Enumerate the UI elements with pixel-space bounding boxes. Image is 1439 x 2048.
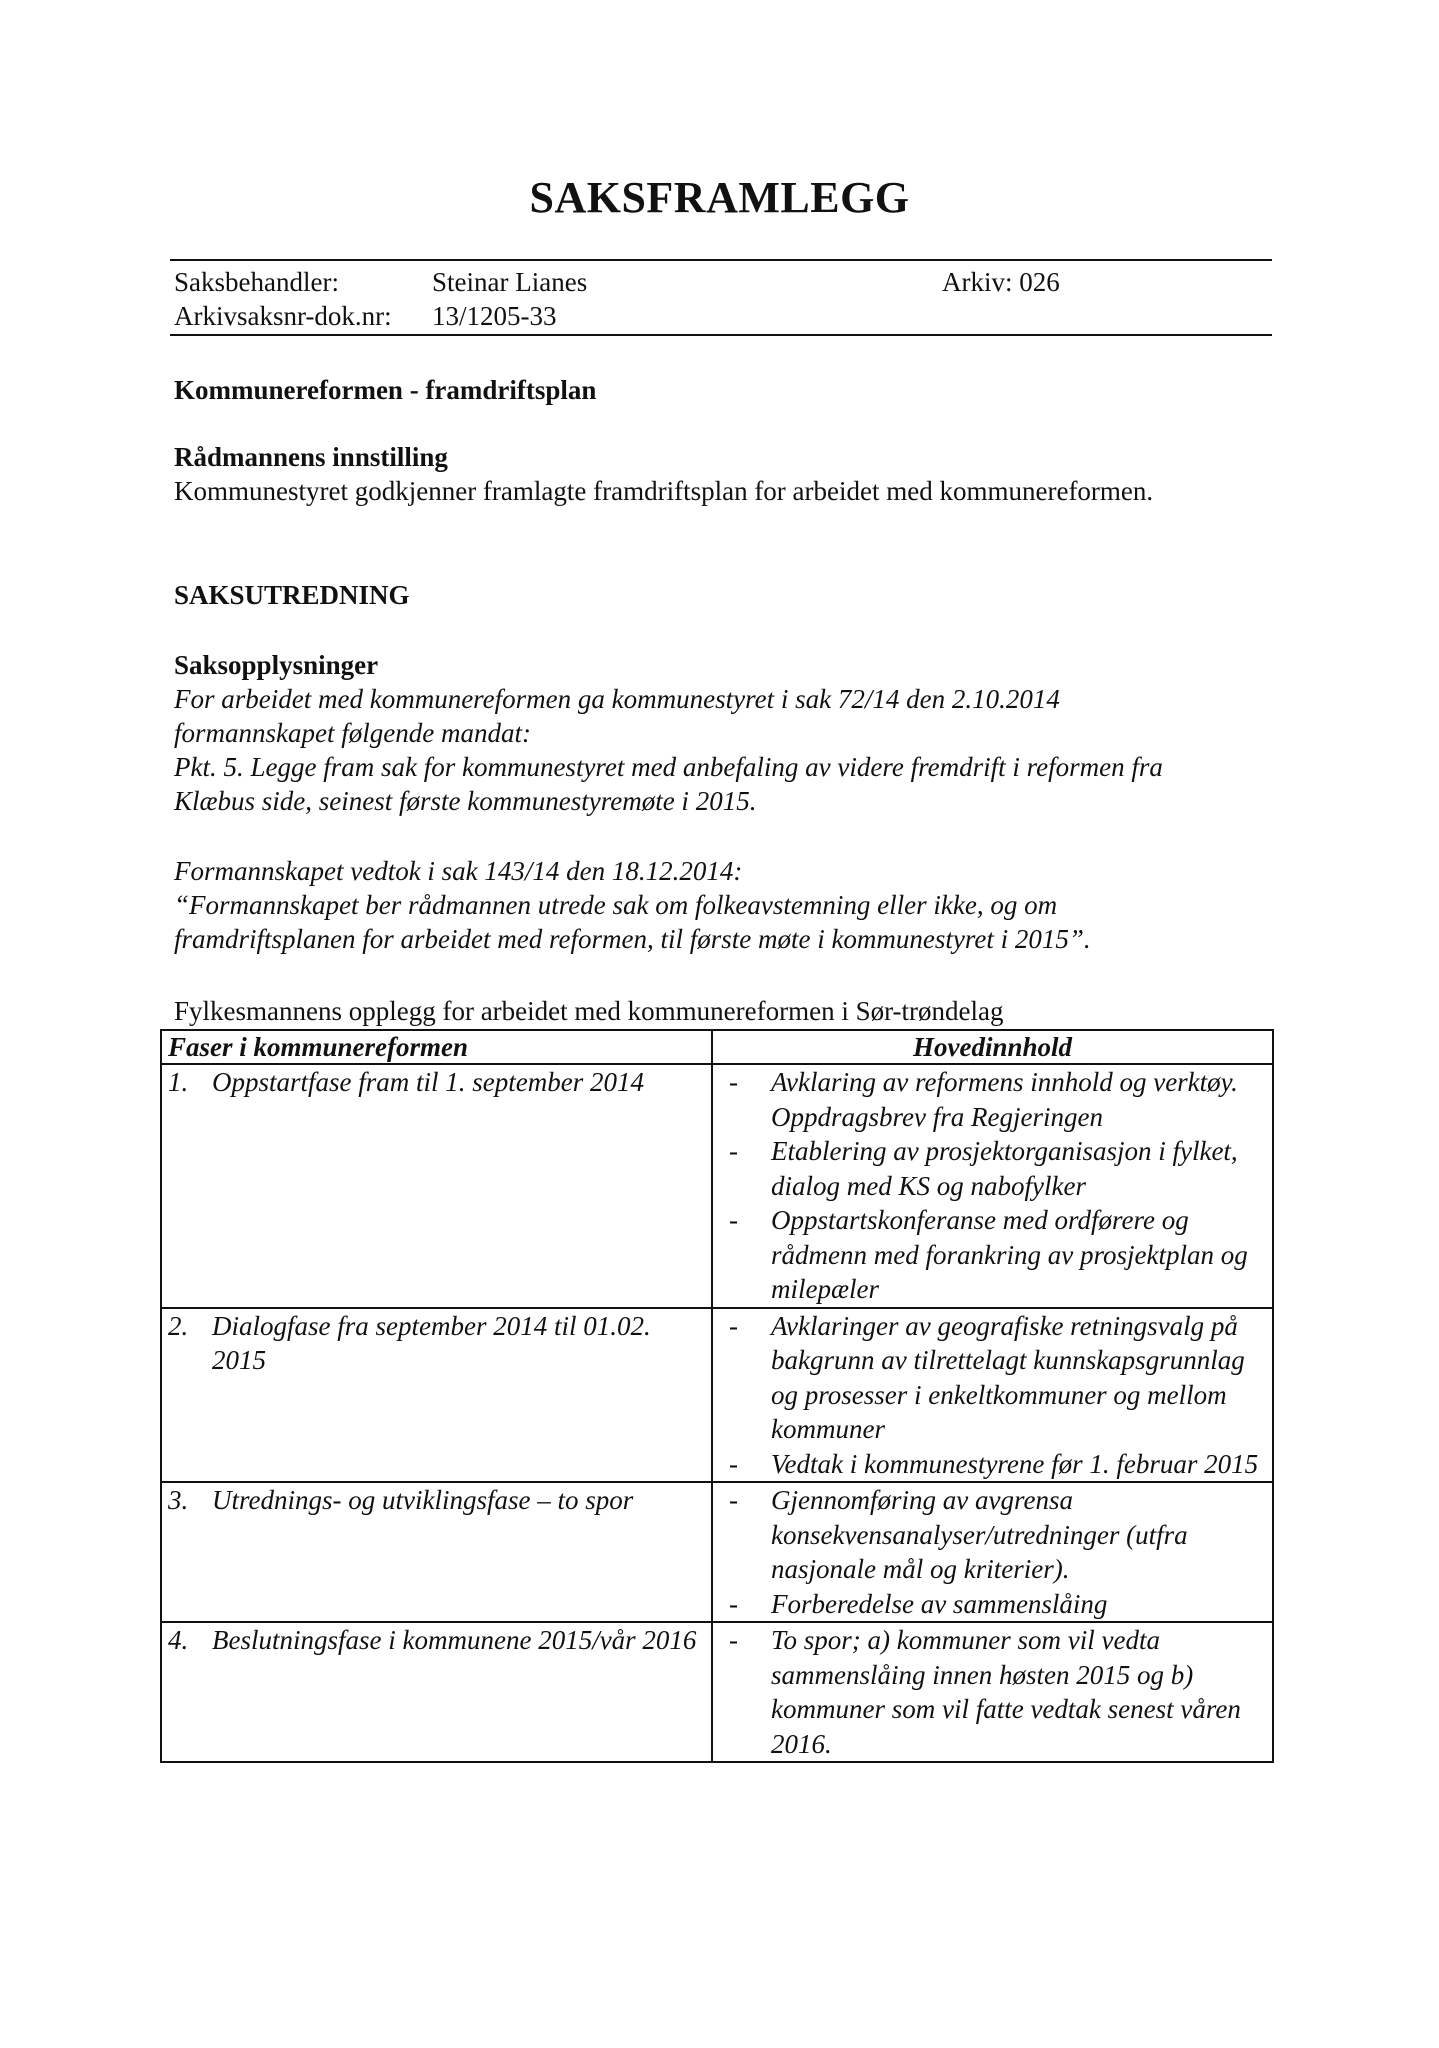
list-item: - Etablering av prosjektorganisasjon i fylket, dialog med KS og nabofylker [729, 1136, 1238, 1201]
table-caption: Fylkesmannens opplegg for arbeidet med kommunereformen i Sør-trøndelag [174, 996, 1004, 1026]
paragraph-line: formannskapet følgende mandat: [174, 718, 531, 748]
phase-name: Oppstartfase fram til 1. september 2014 [212, 1067, 644, 1097]
content-cell [712, 1064, 1273, 1308]
recommendation-text: Kommunestyret godkjenner framlagte framdriftsplan for arbeidet med kommunereformen. [174, 476, 1154, 506]
list-item: - Oppstartskonferanse med ordførere og rådmenn med forankring av prosjektplan og milepæler [729, 1205, 1248, 1304]
phase-cell [161, 1622, 712, 1762]
column-header-content: Hovedinnhold [712, 1030, 1273, 1064]
phase-name: Utrednings- og utviklingsfase – to spor [212, 1485, 634, 1515]
saksbehandler-label: Saksbehandler: [174, 267, 339, 297]
header-bottom-rule [170, 334, 1272, 336]
header-top-rule [170, 259, 1272, 261]
paragraph-line: “Formannskapet ber rådmannen utrede sak om folkeavstemning eller ikke, og om [174, 890, 1058, 920]
table-row [161, 1482, 1273, 1622]
document-title: SAKSFRAMLEGG [529, 173, 910, 222]
recommendation-heading: Rådmannens innstilling [174, 442, 448, 472]
list-item: - To spor; a) kommuner som vil vedta sammenslåing innen høsten 2015 og b) kommuner som vil fatte vedtak senest våren 2016. [729, 1625, 1241, 1759]
paragraph-line: Klæbus side, seinest første kommunestyremøte i 2015. [174, 786, 757, 816]
case-title: Kommunereformen - framdriftsplan [174, 375, 597, 405]
phase-cell [161, 1482, 712, 1622]
phase-cell [161, 1064, 712, 1308]
saksbehandler-value: Steinar Lianes [432, 267, 588, 297]
phase-cell [161, 1308, 712, 1483]
list-item: - Gjennomføring av avgrensa konsekvensanalyser/utredninger (utfra nasjonale mål og kriterier). [729, 1485, 1188, 1584]
table-header-row [161, 1030, 1273, 1064]
paragraph-line: Formannskapet vedtok i sak 143/14 den 18.12.2014: [174, 856, 743, 886]
phase-name: Dialogfase fra september 2014 til 01.02. 2015 [212, 1310, 651, 1375]
table-row [161, 1622, 1273, 1762]
phase-name: Beslutningsfase i kommunene 2015/vår 2016 [212, 1625, 697, 1655]
content-cell [712, 1308, 1273, 1483]
phase-number: 1. [168, 1067, 189, 1097]
list-item: - Avklaringer av geografiske retningsvalg på bakgrunn av tilrettelagt kunnskapsgrunnlag og prosesser i enkeltkommuner og mellom kommuner [729, 1310, 1245, 1444]
paragraph-line: Pkt. 5. Legge fram sak for kommunestyret med anbefaling av videre fremdrift i reformen fra [174, 752, 1163, 782]
phase-number: 3. [168, 1485, 189, 1515]
recommendation-section [174, 440, 1274, 508]
paragraph-line: framdriftsplanen for arbeidet med reformen, til første møte i kommunestyret i 2015”. [174, 924, 1091, 954]
column-header-phases: Faser i kommunereformen [161, 1030, 712, 1064]
formannskap-decision [174, 854, 1274, 956]
phase-number: 2. [168, 1310, 189, 1341]
table-row [161, 1064, 1273, 1308]
saksopplysninger-heading: Saksopplysninger [174, 650, 379, 680]
arkivsaksnr-value: 13/1205-33 [432, 301, 557, 331]
phases-table [160, 1029, 1274, 1763]
list-item: - Forberedelse av sammenslåing [729, 1588, 1108, 1619]
paragraph-line: For arbeidet med kommunereformen ga kommunestyret i sak 72/14 den 2.10.2014 [174, 684, 1060, 714]
saksutredning-heading: SAKSUTREDNING [174, 580, 410, 610]
content-cell [712, 1482, 1273, 1622]
list-item: - Vedtak i kommunestyrene før 1. februar 2015 [729, 1448, 1259, 1479]
list-item: - Avklaring av reformens innhold og verktøy. Oppdragsbrev fra Regjeringen [729, 1067, 1238, 1132]
saksopplysninger-section [174, 648, 1274, 818]
table-row [161, 1308, 1273, 1483]
content-cell [712, 1622, 1273, 1762]
phase-number: 4. [168, 1625, 189, 1655]
arkiv-field: Arkiv: 026 [942, 267, 1060, 297]
arkivsaksnr-label: Arkivsaksnr-dok.nr: [174, 301, 392, 331]
